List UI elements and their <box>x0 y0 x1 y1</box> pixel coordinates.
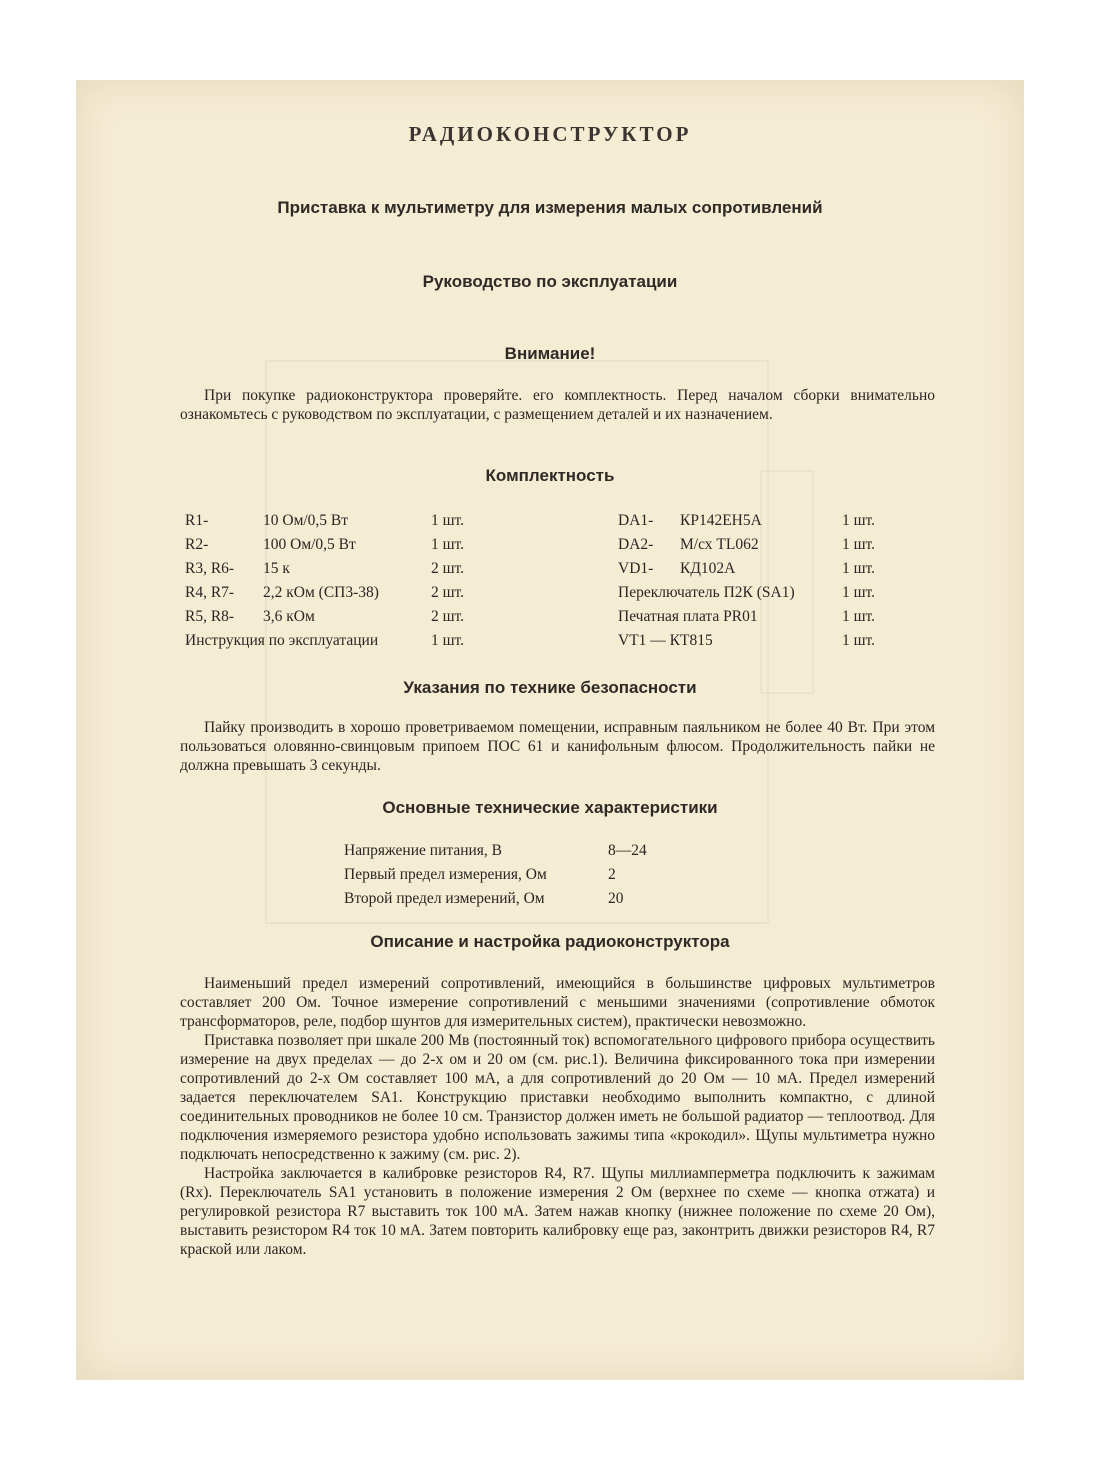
kit-value: 2,2 кОм (СП3-38) <box>263 584 379 601</box>
safety-paragraph <box>180 718 935 775</box>
specs-heading: Основные технические характеристики <box>382 798 718 817</box>
description-paragraph-1: Наименьший предел измерений сопротивлений, имеющийся в большинстве цифровых мультиметров составляет 200 Ом. Точное измерение сопротивлений с меньшими значениями (сопротивление обмоток трансформаторов, реле, подбор шунтов для измерительных систем), практически невозможно. <box>180 975 935 1030</box>
document-title: РАДИОКОНСТРУКТОР <box>408 122 692 146</box>
kit-qty: 1 шт. <box>431 536 465 553</box>
attention-heading: Внимание! <box>504 344 596 363</box>
kit-value: 15 к <box>263 560 290 577</box>
spec-value: 8—24 <box>608 842 647 859</box>
spec-value: 20 <box>608 890 624 907</box>
kit-qty: 2 шт. <box>431 560 465 577</box>
kit-value: КР142ЕН5А <box>680 512 762 529</box>
spec-label: Напряжение питания, В <box>344 842 503 859</box>
spec-label: Второй предел измерений, Ом <box>344 890 545 907</box>
subtitle: Приставка к мультиметру для измерения малых сопротивлений <box>277 198 823 217</box>
kit-label: Печатная плата PR01 <box>618 608 758 625</box>
kit-ref: R5, R8- <box>185 608 235 625</box>
kit-ref: R3, R6- <box>185 560 235 577</box>
attention-text: При покупке радиоконструктора проверяйте. его комплектность. Перед началом сборки внимательно ознакомьтесь с руководством по эксплуатации, с размещением деталей и их назначением. <box>180 387 935 423</box>
safety-heading: Указания по технике безопасности <box>403 678 697 697</box>
kit-value: М/сх TL062 <box>680 536 759 553</box>
kit-qty: 1 шт. <box>842 560 876 577</box>
kit-ref: VD1- <box>618 560 654 577</box>
kit-value: 10 Ом/0,5 Вт <box>263 512 349 529</box>
kit-ref: R4, R7- <box>185 584 235 601</box>
description-heading: Описание и настройка радиоконструктора <box>370 932 730 951</box>
kit-qty: 2 шт. <box>431 584 465 601</box>
manual-heading: Руководство по эксплуатации <box>422 272 678 291</box>
safety-text: Пайку производить в хорошо проветриваемом помещении, исправным паяльником не более 40 Вт. При этом пользоваться оловянно-свинцовым припоем ПОС 61 и канифольным флюсом. Продолжительность пайки не должна превышать 3 секунды. <box>180 719 935 774</box>
kit-ref: R2- <box>185 536 209 553</box>
kit-label: VT1 — КТ815 <box>618 632 713 649</box>
kit-qty: 2 шт. <box>431 608 465 625</box>
description-paragraph-3: Настройка заключается в калибровке резисторов R4, R7. Щупы миллиамперметра подключить к зажимам (Rx). Переключатель SA1 установить в положение измерения 2 Ом (верхнее по схеме — кнопка отжата) и регулировкой резистора R7 выставить ток 100 мА. Затем нажав кнопку (нижнее положение по схеме 20 Ом), выставить резистором R4 ток 10 мА. Затем повторить калибровку еще раз, законтрить движки резисторов R4, R7 краской или лаком. <box>180 1165 935 1258</box>
bleed-through-component <box>760 470 814 694</box>
description-body <box>180 974 935 1259</box>
kit-label: Переключатель П2К (SA1) <box>618 584 795 601</box>
kit-value: 100 Ом/0,5 Вт <box>263 536 356 553</box>
description-paragraph-2: Приставка позволяет при шкале 200 Мв (постоянный ток) вспомогательного цифрового прибора осуществить измерение на двух пределах — до 2-х ом и 20 ом (см. рис.1). Величина фиксированного тока при измерении сопротивлений до 2-х Ом составляет 100 мА, а для сопротивлений до 20 Ом — 10 мА. Предел измерений задается переключателем SA1. Конструкцию приставки необходимо выполнить компактно, с длиной соединительных проводников не более 10 см. Транзистор должен иметь не большой радиатор — теплоотвод. Для подключения измеряемого резистора удобно использовать зажимы типа «крокодил». Щупы мультиметра нужно подключать непосредственно к зажиму (см. рис. 2). <box>180 1032 935 1163</box>
kit-qty: 1 шт. <box>842 584 876 601</box>
spec-value: 2 <box>608 866 616 883</box>
kit-label: Инструкция по эксплуатации <box>185 632 379 649</box>
attention-paragraph <box>180 386 935 424</box>
kit-ref: DA1- <box>618 512 654 529</box>
kit-qty: 1 шт. <box>842 608 876 625</box>
kit-ref: DA2- <box>618 536 654 553</box>
kit-qty: 1 шт. <box>431 512 465 529</box>
kit-ref: R1- <box>185 512 209 529</box>
spec-label: Первый предел измерения, Ом <box>344 866 547 883</box>
kit-value: КД102А <box>680 560 736 577</box>
kit-heading: Комплектность <box>485 466 615 485</box>
kit-qty: 1 шт. <box>842 512 876 529</box>
kit-qty: 1 шт. <box>431 632 465 649</box>
kit-value: 3,6 кОм <box>263 608 315 625</box>
kit-qty: 1 шт. <box>842 536 876 553</box>
kit-qty: 1 шт. <box>842 632 876 649</box>
